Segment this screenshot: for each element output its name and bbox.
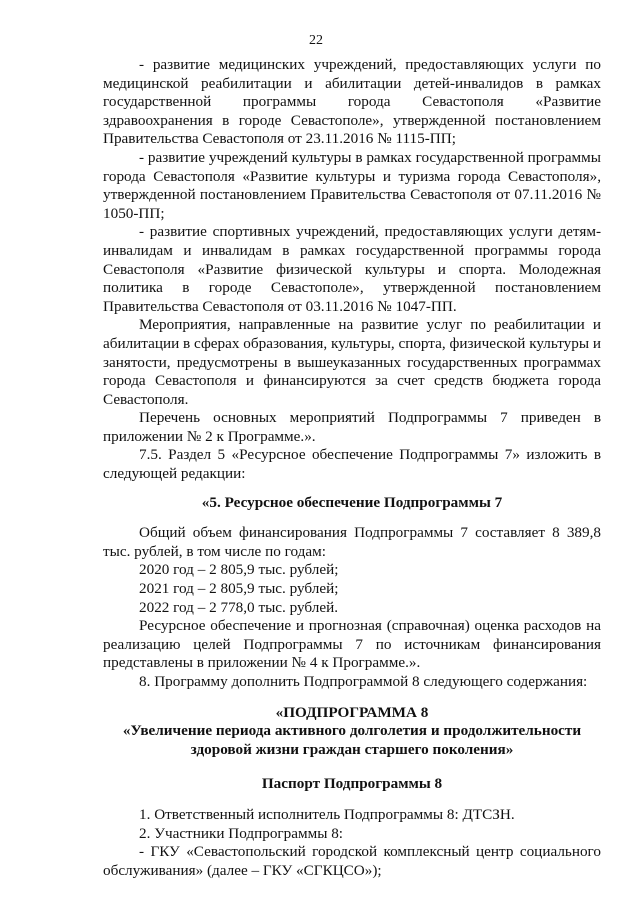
passport-title: Паспорт Подпрограммы 8 xyxy=(261,775,443,793)
paragraph-list: Перечень основных мероприятий Подпрограммы 7 приведен в приложении № 2 к Программе.». xyxy=(103,409,601,445)
subprogram-subtitle: «Увеличение периода активного долголетия и продолжительности здоровой жизни граждан старшего поколения» xyxy=(122,722,582,758)
resource-note: Ресурсное обеспечение и прогнозная (справочная) оценка расходов на реализацию целей Подпрограммы 7 по источникам финансирования представлены в приложении № 4 к Программе.». xyxy=(103,617,601,672)
section5-heading: «5. Ресурсное обеспечение Подпрограммы 7 xyxy=(201,493,503,511)
paragraph-medical: - развитие медицинских учреждений, предоставляющих услуги по медицинской реабилитации и абилитации детей-инвалидов в рамках государственной программы города Севастополя «Развитие здравоохранения в городе Севастополе», утвержденной постановлением Правительства Севастополя от 23.11.2016 № 1115-ПП; xyxy=(103,56,601,148)
year-2020: 2020 год – 2 805,9 тыс. рублей; xyxy=(139,561,339,579)
funding-total: Общий объем финансирования Подпрограммы 7 составляет 8 389,8 тыс. рублей, в том числе по годам: xyxy=(103,524,601,560)
paragraph-sport: - развитие спортивных учреждений, предоставляющих услуги детям-инвалидам и инвалидам в рамках государственной программы города Севастополя «Развитие физической культуры и спорта. Молодежная политика в городе Севастополе», утвержденной постановлением Правительства Севастополя от 03.11.2016 № 1047-ПП. xyxy=(103,223,601,315)
year-2022: 2022 год – 2 778,0 тыс. рублей. xyxy=(139,598,339,616)
document-body xyxy=(103,56,601,880)
subprogram-title: «ПОДПРОГРАММА 8 xyxy=(275,703,429,721)
passport-item-3: - ГКУ «Севастопольский городской комплексный центр социального обслуживания» (далее – ГКУ «СГКЦСО»); xyxy=(103,843,601,879)
passport-item-2: 2. Участники Подпрограммы 8: xyxy=(139,824,344,842)
paragraph-measures: Мероприятия, направленные на развитие услуг по реабилитации и абилитации в сферах образования, культуры, спорта, физической культуры и занятости, предусмотрены в вышеуказанных государственных программах города Севастополя и финансируются за счет средств бюджета города Севастополя. xyxy=(103,316,601,408)
page-number: 22 xyxy=(309,33,323,48)
year-2021: 2021 год – 2 805,9 тыс. рублей; xyxy=(139,580,339,598)
passport-item-1: 1. Ответственный исполнитель Подпрограммы 8: ДТСЗН. xyxy=(139,805,515,823)
item-8: 8. Программу дополнить Подпрограммой 8 следующего содержания: xyxy=(139,673,588,690)
paragraph-culture: - развитие учреждений культуры в рамках государственной программы города Севастополя «Развитие культуры и туризма города Севастополя», утвержденной постановлением Правительства Севастополя от 07.11.2016 № 1050-ПП; xyxy=(103,148,601,222)
paragraph-7-5: 7.5. Раздел 5 «Ресурсное обеспечение Подпрограммы 7» изложить в следующей редакции: xyxy=(103,446,601,483)
